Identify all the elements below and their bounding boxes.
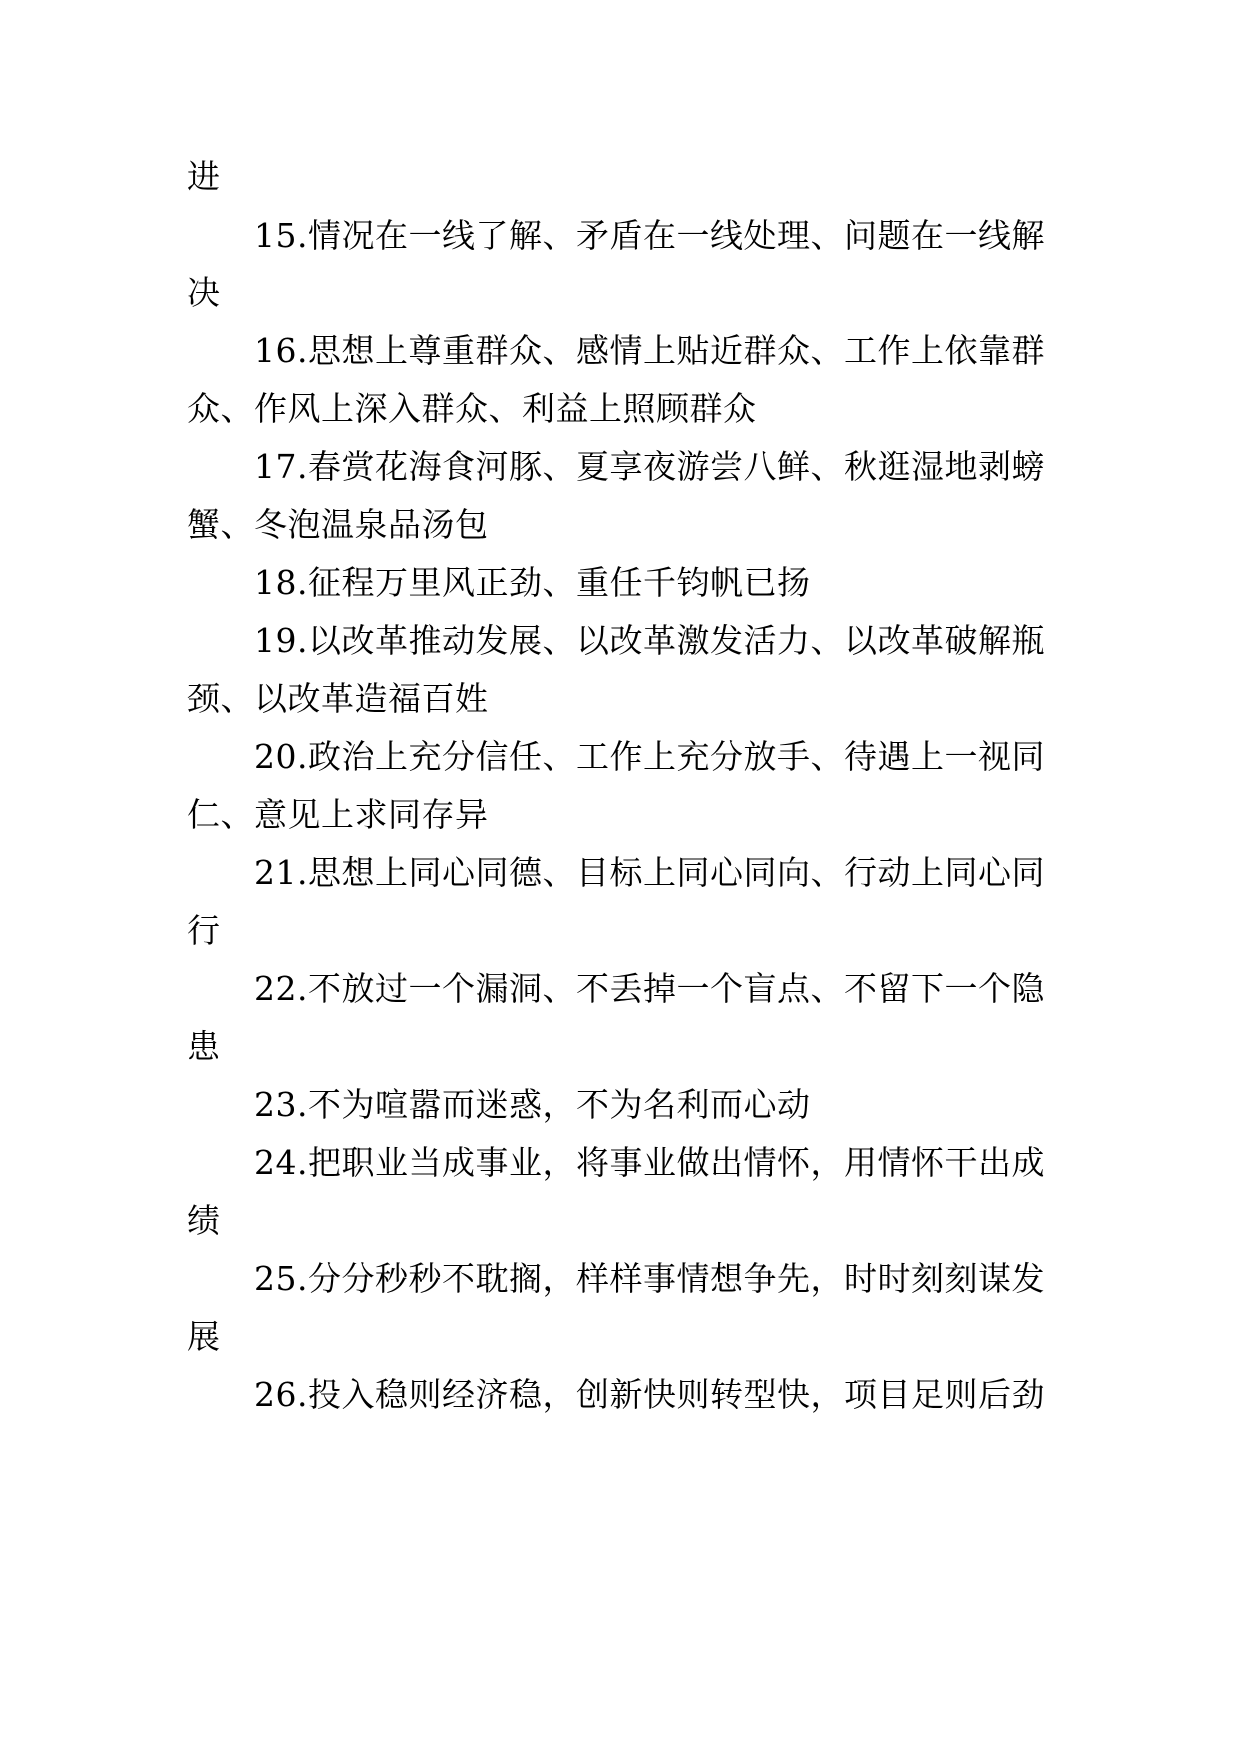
text-line: 决 [187,273,221,312]
text-line: 19.以改革推动发展、以改革激发活力、以改革破解瓶 [254,621,1045,660]
text-line: 仁、意见上求同存异 [187,795,489,834]
text-line: 众、作风上深入群众、利益上照顾群众 [187,389,757,428]
text-line: 15.情况在一线了解、矛盾在一线处理、问题在一线解 [254,216,1045,255]
text-line: 25.分分秒秒不耽搁，样样事情想争先，时时刻刻谋发 [254,1259,1045,1298]
text-line: 20.政治上充分信任、工作上充分放手、待遇上一视同 [254,737,1045,776]
text-line: 22.不放过一个漏洞、不丢掉一个盲点、不留下一个隐 [254,969,1045,1008]
text-line: 蟹、冬泡温泉品汤包 [187,505,489,544]
text-line: 17.春赏花海食河豚、夏享夜游尝八鲜、秋逛湿地剥螃 [254,447,1045,486]
text-line: 21.思想上同心同德、目标上同心同向、行动上同心同 [254,853,1045,892]
text-line: 颈、以改革造福百姓 [187,679,489,718]
text-line: 16.思想上尊重群众、感情上贴近群众、工作上依靠群 [254,331,1045,370]
text-line: 展 [187,1317,221,1356]
text-line: 患 [187,1027,221,1066]
text-line: 进 [187,157,221,196]
text-line: 行 [187,911,221,950]
text-line: 26.投入稳则经济稳，创新快则转型快，项目足则后劲 [254,1375,1045,1414]
text-line: 绩 [187,1201,221,1240]
text-line: 18.征程万里风正劲、重任千钧帆已扬 [254,563,811,602]
text-line: 23.不为喧嚣而迷惑，不为名利而心动 [254,1085,811,1124]
text-line: 24.把职业当成事业，将事业做出情怀，用情怀干出成 [254,1143,1045,1182]
